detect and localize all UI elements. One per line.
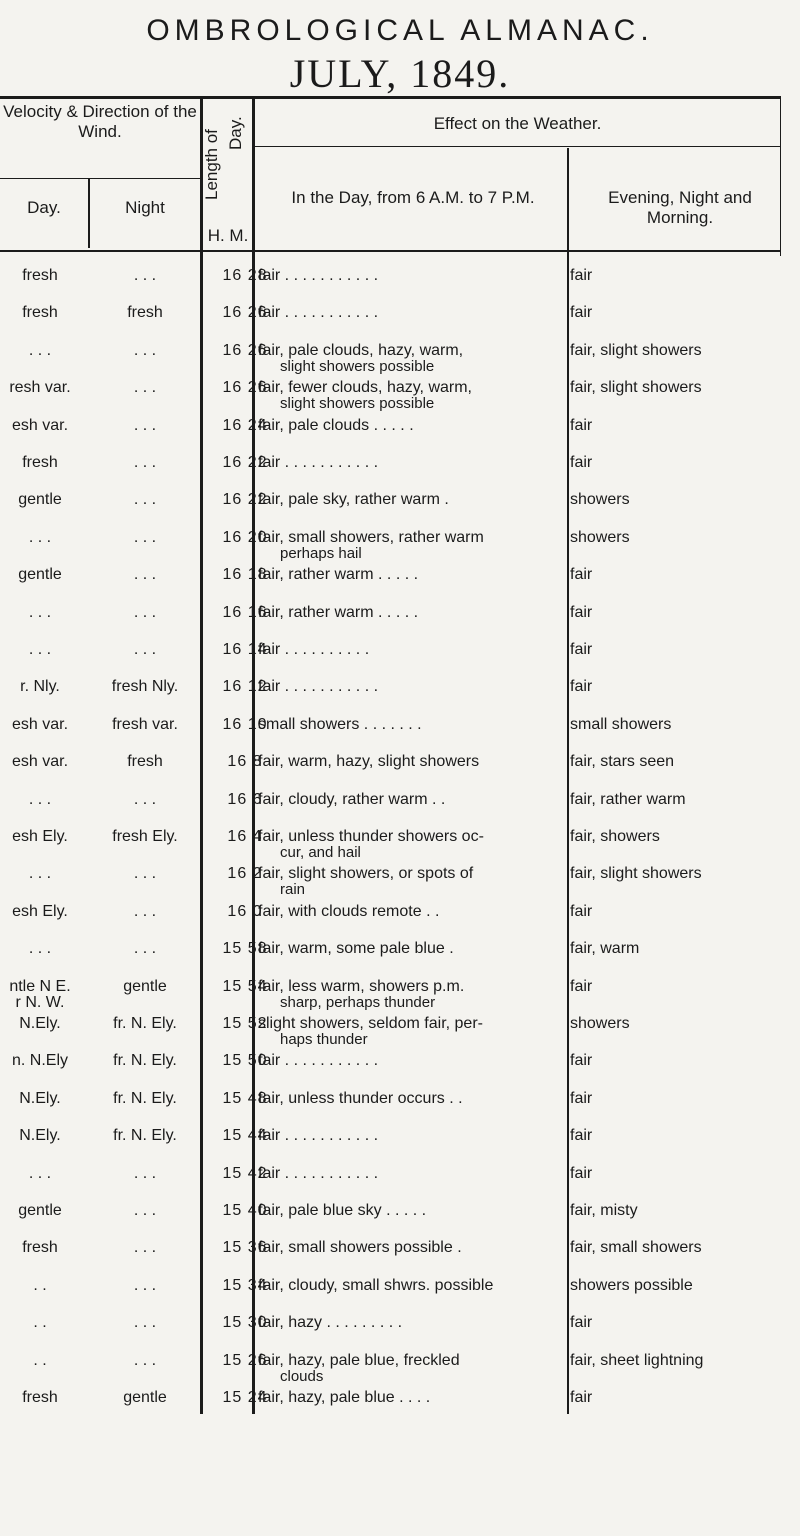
evening-effect-cell: fair, misty (570, 1202, 638, 1219)
night-wind-cell: gentle (123, 1389, 167, 1406)
day-length-cell: 16 0 (227, 902, 263, 920)
day-effect-cell: fair, cloudy, rather warm . . (258, 790, 446, 808)
day-wind-cell: gentle (18, 566, 62, 584)
night-wind-cell: . . . (133, 790, 157, 808)
night-wind-cell: fresh var. (112, 715, 178, 733)
day-effect-cell: fair, pale blue sky . . . . . (258, 1202, 427, 1219)
day-wind-cell: N.Ely. (19, 1127, 61, 1145)
day-effect-cell: fair, hazy, pale blue . . . . (258, 1389, 431, 1406)
wind-header-rule (0, 178, 200, 179)
day-header: Day. (27, 198, 61, 217)
evening-header: Evening, Night and Morning. (608, 188, 752, 227)
day-wind-cell: fresh (22, 267, 58, 284)
evening-effect-cell: fair, sheet lightning (570, 1351, 704, 1369)
day-effect-cell: fair . . . . . . . . . . . (258, 1052, 379, 1070)
day-wind-cell: ntle N E. (9, 977, 71, 995)
day-length-cell: 16 22 (222, 454, 268, 471)
day-length-cell: 16 14 (222, 641, 268, 658)
night-wind-cell: . . . (133, 641, 157, 658)
evening-effect-cell: fair, rather warm (570, 790, 686, 808)
day-length-cell: 15 40 (222, 1202, 268, 1219)
day-length-cell: 16 26 (222, 304, 268, 322)
day-effect-cell: fair . . . . . . . . . . . (258, 1127, 379, 1145)
night-wind-cell: . . . (133, 902, 157, 920)
night-wind-cell: gentle (123, 977, 167, 995)
evening-effect-cell: fair (570, 566, 593, 584)
evening-effect-cell: fair, showers (570, 828, 660, 845)
evening-effect-cell: fair (570, 1052, 593, 1070)
day-effect-cell: fair, pale clouds . . . . . (258, 416, 414, 434)
evening-effect-cell: fair (570, 902, 593, 920)
day-effect-cell: fair, pale clouds, hazy, warm, (258, 341, 464, 359)
day-length-cell: 16 4 (227, 828, 263, 845)
day-wind-cell: . . . (28, 603, 52, 621)
evening-effect-cell: fair (570, 641, 593, 658)
day-length-cell: 16 20 (222, 528, 268, 546)
day-length-cell: 15 58 (222, 940, 268, 958)
night-wind-cell: fresh (127, 304, 163, 322)
day-wind-cell: . . . (28, 940, 52, 958)
day-length-cell: 15 30 (222, 1314, 268, 1332)
day-effect-cell: fair . . . . . . . . . . . (258, 304, 379, 322)
day-wind-cell: N.Ely. (19, 1015, 61, 1032)
evening-effect-cell: fair, slight showers (570, 865, 702, 883)
effect-header: Effect on the Weather. (433, 114, 602, 133)
day-wind-cell: gentle (18, 1202, 62, 1219)
evening-effect-cell: fair (570, 454, 593, 471)
night-wind-cell: fr. N. Ely. (113, 1089, 177, 1107)
day-effect-cell: fair, small showers possible . (258, 1239, 462, 1257)
day-length-cell: 16 24 (222, 416, 268, 434)
evening-effect-cell: showers (570, 528, 630, 546)
night-wind-cell: . . . (133, 379, 157, 397)
top-rule (0, 96, 780, 99)
wind-header: Velocity & Direction of the Wind. (3, 102, 197, 141)
day-length-cell: 15 48 (222, 1089, 268, 1107)
night-wind-cell: . . . (133, 491, 157, 509)
day-wind-cell: n. N.Ely (11, 1052, 68, 1070)
day-effect-cell: fair, hazy . . . . . . . . . (258, 1314, 403, 1332)
evening-effect-cell: fair (570, 603, 593, 621)
evening-effect-cell: fair, stars seen (570, 753, 675, 771)
day-effect-cell: fair, unless thunder occurs . . (258, 1089, 463, 1107)
day-effect-cell: fair, pale sky, rather warm . (258, 491, 449, 509)
day-effect-cell: fair, unless thunder showers oc- (258, 828, 484, 845)
length-header: Length of (202, 129, 221, 200)
day-length-cell: 16 26 (222, 341, 268, 359)
day-effect-cell-line2: sharp, perhaps thunder (280, 993, 436, 1011)
day-length-cell: 16 16 (222, 603, 268, 621)
night-wind-cell: . . . (133, 341, 157, 359)
day-wind-cell: esh var. (11, 715, 69, 733)
day-length-cell: 16 12 (222, 678, 268, 696)
night-wind-cell: . . . (133, 454, 157, 471)
day-length-cell: 16 6 (227, 790, 263, 808)
night-wind-cell: . . . (133, 940, 157, 958)
day-wind-cell: r. Nly. (20, 678, 60, 696)
day-effect-cell: fair . . . . . . . . . . . (258, 678, 379, 696)
day-effect-cell: small showers . . . . . . . (258, 715, 422, 733)
day-effect-cell: fair . . . . . . . . . . . (258, 454, 379, 471)
day-length-cell: 16 2 (227, 865, 263, 883)
day-effect-cell: fair, with clouds remote . . (258, 902, 440, 920)
day-length-cell: 15 52 (222, 1015, 268, 1032)
day-length-cell: 16 26 (222, 379, 268, 397)
day-wind-cell: . . (33, 1314, 47, 1332)
day-wind-cell: esh Ely. (12, 902, 68, 920)
day-wind-cell: fresh (22, 454, 58, 471)
day-effect-cell: fair, cloudy, small shwrs. possible (258, 1276, 494, 1294)
day-length-cell: 15 36 (222, 1239, 268, 1257)
day-length-cell: 16 10 (222, 715, 268, 733)
evening-effect-cell: fair (570, 1089, 593, 1107)
day-length-cell: 15 54 (222, 977, 268, 995)
evening-effect-cell: fair (570, 304, 593, 322)
evening-effect-cell: fair, warm (570, 940, 640, 958)
night-wind-cell: . . . (133, 1276, 157, 1294)
day-length-cell: 16 28 (222, 267, 268, 284)
day-effect-cell-line2: haps thunder (280, 1031, 368, 1048)
night-wind-cell: . . . (133, 1351, 157, 1369)
evening-effect-cell: fair (570, 1164, 593, 1182)
day-effect-cell: fair, rather warm . . . . . (258, 603, 419, 621)
day-effect-cell-line2: rain (280, 881, 306, 899)
day-effect-cell: fair, rather warm . . . . . (258, 566, 419, 584)
day-wind-cell: fresh (22, 1389, 58, 1406)
length-day-header: Day. (226, 116, 245, 150)
day-wind-cell: resh var. (9, 379, 71, 397)
day-length-cell: 15 34 (222, 1276, 268, 1294)
day-wind-cell: fresh (22, 304, 58, 322)
day-length-cell: 15 42 (222, 1164, 268, 1182)
day-wind-cell: fresh (22, 1239, 58, 1257)
in-day-header: In the Day, from 6 A.M. to 7 P.M. (291, 188, 535, 207)
divider-day-evening (567, 148, 569, 1414)
evening-effect-cell: showers (570, 1015, 630, 1032)
effect-header-rule (255, 146, 780, 147)
night-wind-cell: . . . (133, 267, 157, 284)
day-wind-cell: . . . (28, 1164, 52, 1182)
day-effect-cell-line2: perhaps hail (280, 544, 362, 562)
day-length-cell: 16 18 (222, 566, 268, 584)
day-effect-cell: fair, small showers, rather warm (258, 528, 484, 546)
day-effect-cell: fair, less warm, showers p.m. (258, 977, 465, 995)
night-wind-cell: fr. N. Ely. (113, 1127, 177, 1145)
day-effect-cell: slight showers, seldom fair, per- (258, 1015, 483, 1032)
night-header: Night (125, 198, 165, 217)
day-effect-cell-line2: slight showers possible (280, 357, 435, 375)
day-length-cell: 16 22 (222, 491, 268, 509)
night-wind-cell: fresh (127, 753, 163, 771)
evening-effect-cell: fair (570, 267, 593, 284)
day-length-cell: 15 44 (222, 1127, 268, 1145)
night-wind-cell: fresh Nly. (111, 678, 179, 696)
night-wind-cell: . . . (133, 1202, 157, 1219)
evening-effect-cell: fair (570, 1389, 593, 1406)
day-effect-cell: fair . . . . . . . . . . (258, 641, 370, 658)
night-wind-cell: . . . (133, 528, 157, 546)
day-effect-cell: fair . . . . . . . . . . . (258, 1164, 379, 1182)
day-effect-cell: fair, warm, hazy, slight showers (258, 753, 480, 771)
right-edge (780, 96, 781, 256)
day-length-cell: 15 26 (222, 1351, 268, 1369)
hm-header: H. M. (207, 226, 249, 245)
day-wind-cell: N.Ely. (19, 1089, 61, 1107)
day-length-cell: 15 50 (222, 1052, 268, 1070)
header-bottom-rule (0, 250, 780, 252)
night-wind-cell: . . . (133, 865, 157, 883)
night-wind-cell: . . . (133, 416, 157, 434)
day-effect-cell-line2: slight showers possible (280, 395, 435, 413)
day-wind-cell: . . . (28, 341, 52, 359)
day-effect-cell-line2: cur, and hail (280, 844, 361, 861)
night-wind-cell: . . . (133, 1164, 157, 1182)
day-wind-cell: gentle (18, 491, 62, 509)
evening-effect-cell: fair (570, 416, 593, 434)
day-wind-cell-line2: r N. W. (15, 993, 65, 1011)
day-effect-cell: fair, slight showers, or spots of (258, 865, 474, 883)
evening-effect-cell: fair, slight showers (570, 379, 702, 397)
day-effect-cell-line2: clouds (280, 1367, 324, 1385)
day-length-cell: 16 8 (227, 753, 263, 771)
day-effect-cell: fair . . . . . . . . . . . (258, 267, 379, 284)
night-wind-cell: fr. N. Ely. (113, 1052, 177, 1070)
evening-effect-cell: fair (570, 1314, 593, 1332)
evening-effect-cell: fair (570, 977, 593, 995)
day-wind-cell: esh var. (11, 753, 69, 771)
evening-effect-cell: small showers (570, 715, 672, 733)
day-effect-cell: fair, warm, some pale blue . (258, 940, 454, 958)
evening-effect-cell: showers (570, 491, 630, 509)
day-wind-cell: . . . (28, 641, 52, 658)
day-effect-cell: fair, hazy, pale blue, freckled (258, 1351, 460, 1369)
day-wind-cell: . . . (28, 790, 52, 808)
day-length-cell: 15 24 (222, 1389, 268, 1406)
night-wind-cell: . . . (133, 1239, 157, 1257)
evening-effect-cell: fair (570, 1127, 593, 1145)
almanac-title: OMBROLOGICAL ALMANAC. (146, 14, 654, 47)
day-wind-cell: . . . (28, 865, 52, 883)
night-wind-cell: . . . (133, 566, 157, 584)
night-wind-cell: . . . (133, 603, 157, 621)
night-wind-cell: fr. N. Ely. (113, 1015, 177, 1032)
day-wind-cell: . . . (28, 528, 52, 546)
night-wind-cell: . . . (133, 1314, 157, 1332)
day-wind-cell: . . (33, 1276, 47, 1294)
day-wind-cell: esh Ely. (12, 828, 68, 845)
almanac-month: JULY, 1849. (289, 51, 511, 96)
evening-effect-cell: fair, slight showers (570, 341, 702, 359)
evening-effect-cell: fair, small showers (570, 1239, 702, 1257)
day-effect-cell: fair, fewer clouds, hazy, warm, (258, 379, 472, 397)
evening-effect-cell: showers possible (570, 1276, 693, 1294)
day-wind-cell: . . (33, 1351, 47, 1369)
night-wind-cell: fresh Ely. (112, 828, 178, 845)
day-wind-cell: esh var. (11, 416, 69, 434)
evening-effect-cell: fair (570, 678, 593, 696)
